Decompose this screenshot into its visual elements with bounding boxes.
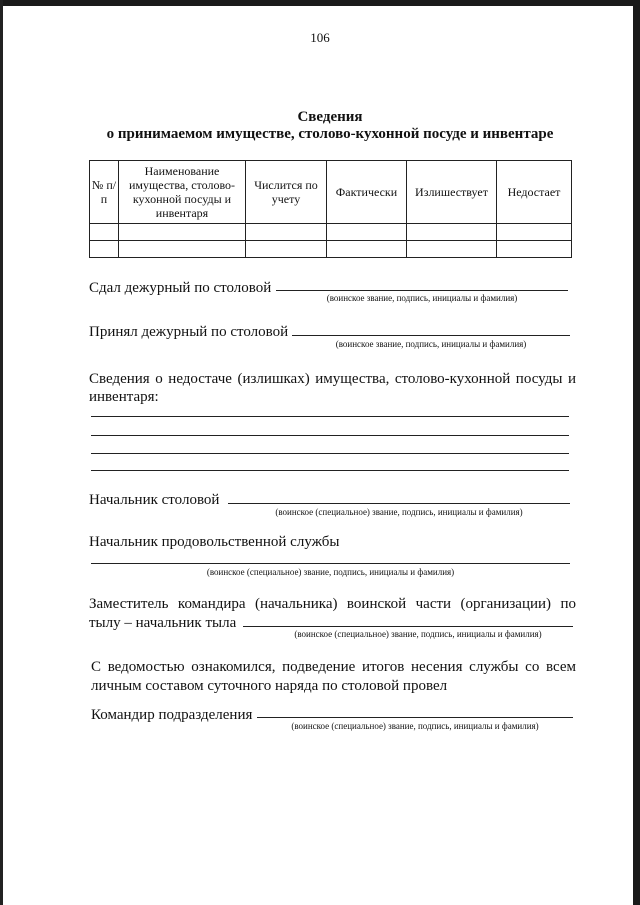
unit-commander-label: Командир подразделения xyxy=(91,707,253,723)
food-service-chief-signature-line[interactable] xyxy=(91,563,570,564)
column-header-actual: Фактически xyxy=(327,161,407,224)
column-header-name: Наименование имущества, столово-кухонной посуды и инвентаря xyxy=(119,161,246,224)
column-header-shortage: Недостает xyxy=(497,161,572,224)
table-row xyxy=(90,224,572,241)
table-cell[interactable] xyxy=(497,241,572,258)
handed-over-label: Сдал дежурный по столовой xyxy=(89,280,272,296)
handed-over-signature-line[interactable] xyxy=(276,290,568,291)
table-cell[interactable] xyxy=(327,241,407,258)
column-header-on-record: Числится по учету xyxy=(246,161,327,224)
shortage-info-label: Сведения о недостаче (излишках) имущества, столово-кухонной посуды и xyxy=(89,371,576,387)
table-cell[interactable] xyxy=(327,224,407,241)
received-caption: (воинское звание, подпись, инициалы и фамилия) xyxy=(335,339,527,349)
acknowledgement-text-cont: личным составом суточного наряда по столовой провел xyxy=(91,678,448,694)
scan-border-top xyxy=(0,0,640,6)
table-row xyxy=(90,241,572,258)
document-subtitle: о принимаемом имуществе, столово-кухонной посуде и инвентаре xyxy=(106,126,554,142)
shortage-line-4[interactable] xyxy=(91,470,569,471)
canteen-chief-signature-line[interactable] xyxy=(228,503,570,504)
unit-commander-caption: (воинское (специальное) звание, подпись, инициалы и фамилия) xyxy=(291,721,539,731)
table-cell[interactable] xyxy=(246,224,327,241)
table-cell[interactable] xyxy=(497,224,572,241)
canteen-chief-label: Начальник столовой xyxy=(89,492,220,508)
column-header-surplus: Излишествует xyxy=(407,161,497,224)
food-service-chief-caption: (воинское (специальное) звание, подпись, инициалы и фамилия) xyxy=(206,567,455,577)
document-title: Сведения xyxy=(297,109,363,125)
deputy-commander-label: Заместитель командира (начальника) воинской части (организации) по xyxy=(89,596,576,612)
shortage-line-2[interactable] xyxy=(91,435,569,436)
table-cell[interactable] xyxy=(90,241,119,258)
inventory-table xyxy=(89,160,572,258)
handed-over-caption: (воинское звание, подпись, инициалы и фамилия) xyxy=(326,293,518,303)
shortage-line-1[interactable] xyxy=(91,416,569,417)
deputy-commander-caption: (воинское (специальное) звание, подпись, инициалы и фамилия) xyxy=(294,629,542,639)
deputy-commander-label-cont: тылу – начальник тыла xyxy=(89,615,237,631)
table-cell[interactable] xyxy=(407,224,497,241)
received-signature-line[interactable] xyxy=(292,335,570,336)
food-service-chief-label: Начальник продовольственной службы xyxy=(89,534,340,550)
received-label: Принял дежурный по столовой xyxy=(89,324,289,340)
table-cell[interactable] xyxy=(119,224,246,241)
table-header-row xyxy=(90,161,572,224)
shortage-line-3[interactable] xyxy=(91,453,569,454)
canteen-chief-caption: (воинское (специальное) звание, подпись, инициалы и фамилия) xyxy=(275,507,523,517)
page-number: 106 xyxy=(310,30,330,45)
column-header-number: № п/п xyxy=(90,161,119,224)
table-cell[interactable] xyxy=(246,241,327,258)
unit-commander-signature-line[interactable] xyxy=(257,717,573,718)
table-cell[interactable] xyxy=(119,241,246,258)
shortage-info-label-cont: инвентаря: xyxy=(89,389,159,405)
deputy-commander-signature-line[interactable] xyxy=(243,626,573,627)
acknowledgement-text: С ведомостью ознакомился, подведение итогов несения службы со всем xyxy=(91,659,576,675)
table-cell[interactable] xyxy=(90,224,119,241)
table-cell[interactable] xyxy=(407,241,497,258)
